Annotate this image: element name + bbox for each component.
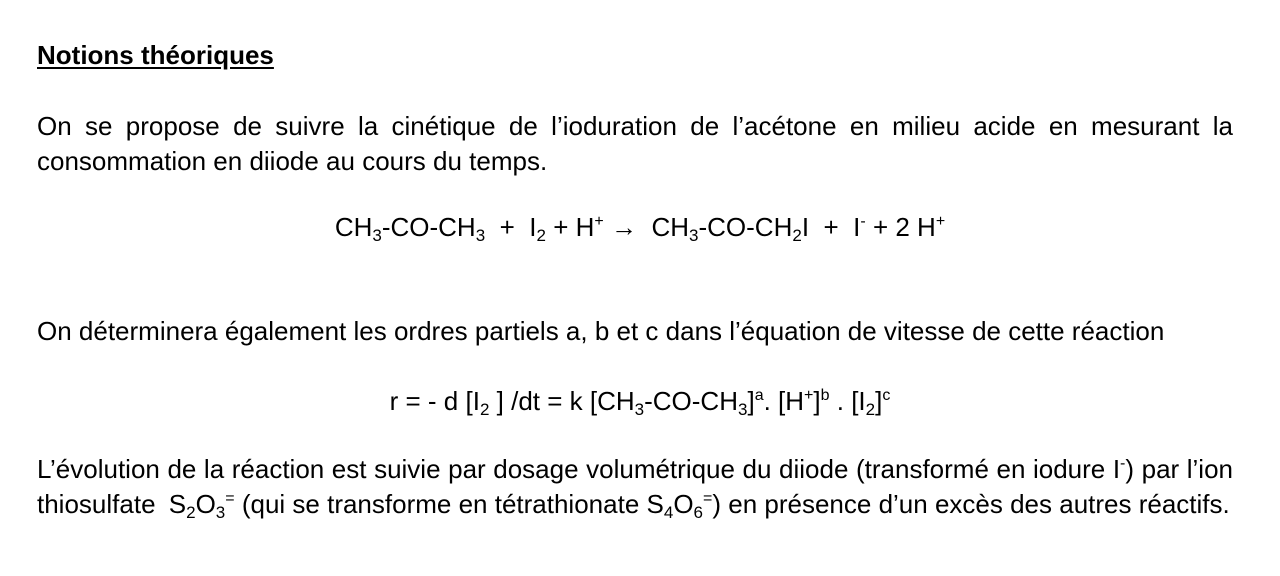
plus-sign: + xyxy=(553,212,569,242)
tetrathionate-formula: $_4O_6^=$ xyxy=(663,489,713,522)
thiosulfate-formula: $S_2O_3^=$ xyxy=(168,489,235,522)
order-c: c xyxy=(882,387,891,404)
reaction-arrow: → xyxy=(611,212,637,242)
reaction-equation xyxy=(0,212,1280,243)
paragraph-titration: L’évolution de la réaction est suivie par dosage volumétrique du diiode (transformé en iodure I-) par l’ion thiosulfate $S_2O_3^=$ (qui se transforme en tétrathionate $S_4O_6^=$) en présence d’un excès des autres réactifs. xyxy=(37,454,1233,522)
paragraph-intro: On se propose de suivre la cinétique de l’ioduration de l’acétone en milieu acide en mesurant la consommation en diiode au cours du temps. xyxy=(37,111,1233,176)
order-b: b xyxy=(820,387,830,404)
paragraph-orders: On déterminera également les ordres partiels a, b et c dans l’équation de vitesse de cette réaction xyxy=(37,316,1165,346)
order-a: a xyxy=(754,387,764,404)
product-iodoacetone: $CH_3-CO-CH_2I$ xyxy=(651,212,810,245)
rate-law-equation: r = - d [$I_2$ ] /dt = k $[CH_3-CO-CH_3]^a$. $[H^+]^b$ . $[I_2]^c$ xyxy=(389,386,891,419)
plus-sign: + xyxy=(872,212,889,242)
section-heading: Notions théoriques xyxy=(37,40,274,70)
product-protons: 2 H+ xyxy=(895,212,946,242)
plus-sign: + xyxy=(499,212,515,242)
reactant-proton: H+ xyxy=(575,212,604,242)
plus-sign: + xyxy=(823,212,839,242)
product-iodide: I- xyxy=(853,212,866,242)
reactant-acetone: $CH_3-CO-CH_3$ xyxy=(334,212,486,245)
reactant-diiode: $I_2$ xyxy=(529,212,546,245)
